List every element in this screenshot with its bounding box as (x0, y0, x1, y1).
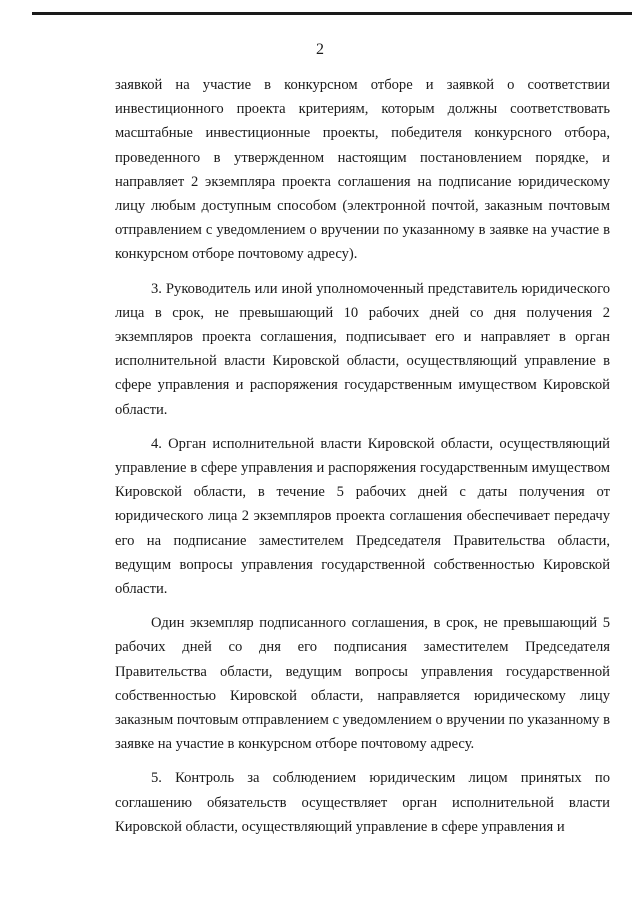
paragraph-3: 3. Руководитель или иной уполномоченный представитель юридического лица в срок, не превышающий 10 рабочих дней со дня получения 2 экземпляров проекта соглашения, подписывает его и направляет в орган исполнительной власти Кировской области, осуществляющий управление в сфере управления и распоряжения государственным имуществом Кировской области. (115, 280, 610, 418)
paragraph-continuation: заявкой на участие в конкурсном отборе и заявкой о соответствии инвестиционного проекта критериям, которым должны соответствовать масштабные инвестиционные проекты, победителя конкурсного отбора, проведенного в утвержденном настоящим постановлением порядке, и направляет 2 экземпляра проекта соглашения на подписание юридическому лицу любым доступным способом (электронной почтой, заказным почтовым отправлением с уведомлением о вручении по указанному в заявке на участие в конкурсном отборе почтовому адресу). (115, 77, 610, 263)
paragraph-5: 5. Контроль за соблюдением юридическим лицом принятых по соглашению обязательств осуществляет орган исполнительной власти Кировской области, осуществляющий управление в сфере управления и (115, 770, 610, 835)
paragraph-4-second: Один экземпляр подписанного соглашения, в срок, не превышающий 5 рабочих дней со дня его подписания заместителем Председателя Правительства области, ведущим вопросы управления государственной собственностью Кировской области, направляется юридическому лицу заказным почтовым отправлением с уведомлением о вручении по указанному в заявке на участие в конкурсном отборе почтовому адресу. (115, 615, 610, 753)
top-border-line (32, 12, 632, 15)
page-number: 2 (316, 41, 324, 58)
paragraph-4: 4. Орган исполнительной власти Кировской области, осуществляющий управление в сфере управления и распоряжения государственным имуществом Кировской области, в течение 5 рабочих дней с даты получения от юридического лица 2 экземпляров проекта соглашения обеспечивает передачу его на подписание заместителем Председателя Правительства области, ведущим вопросы управления государственной собственностью Кировской области. (115, 435, 610, 598)
document-body (115, 73, 610, 849)
